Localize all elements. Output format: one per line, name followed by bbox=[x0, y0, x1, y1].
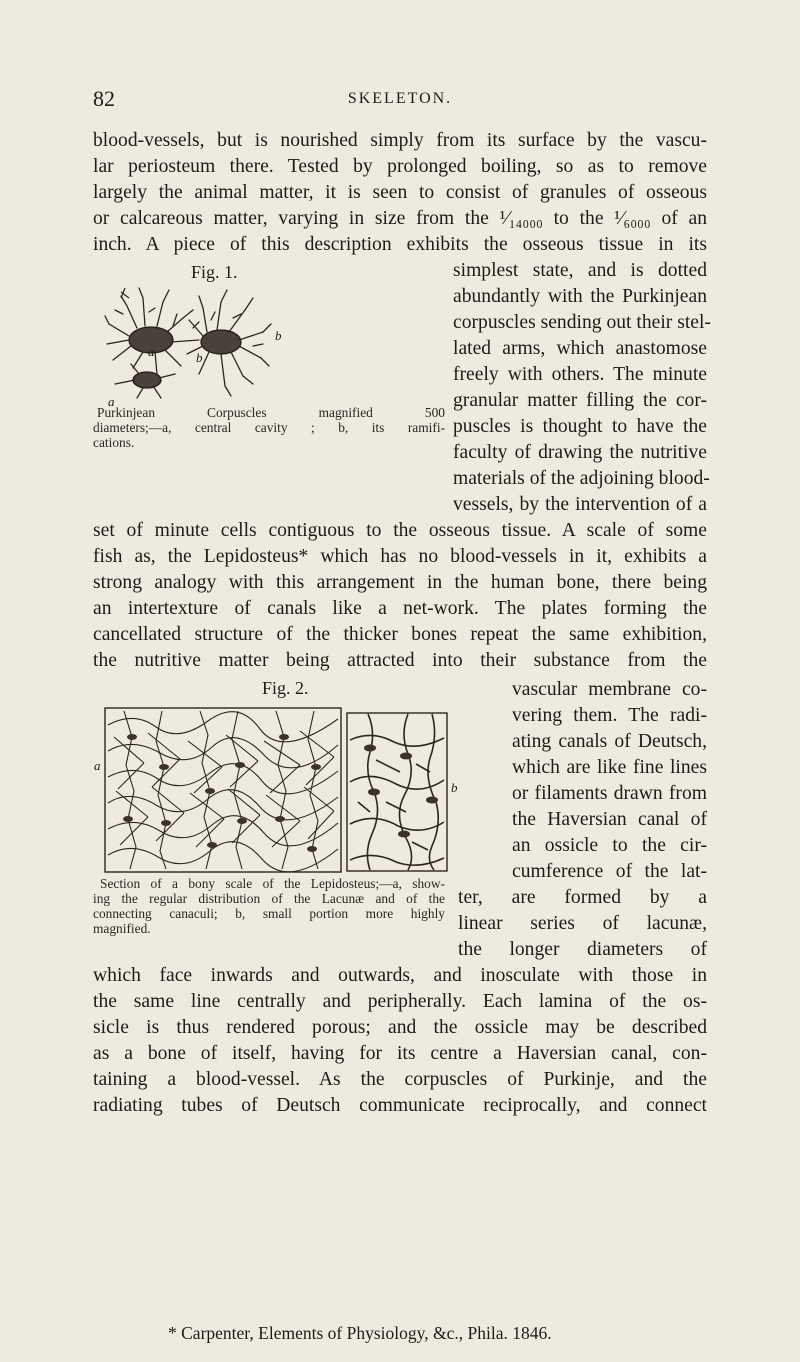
text-line: ter, are formed by a bbox=[458, 887, 707, 908]
text-line: strong analogy with this arrangement in the human bone, there being bbox=[93, 572, 707, 593]
text-line: ating canals of Deutsch, bbox=[512, 731, 707, 752]
fig2-caption-line: connecting canaculi; b, small portion more highly bbox=[93, 906, 445, 921]
fig1-caption-line: cations. bbox=[93, 435, 135, 450]
text-line: the same line centrally and peripherally. Each lamina of the os- bbox=[93, 991, 707, 1012]
text-line: which are like fine lines bbox=[512, 757, 707, 778]
text-line: blood-vessels, but is nourished simply from its surface by the vascu- bbox=[93, 130, 707, 151]
text-line: radiating tubes of Deutsch communicate reciprocally, and connect bbox=[93, 1095, 707, 1116]
text-line: vessels, by the intervention of a bbox=[453, 494, 707, 515]
text-line: the longer diameters of bbox=[458, 939, 707, 960]
text-line: vering them. The radi- bbox=[512, 705, 707, 726]
fig1-letter-b: b bbox=[196, 350, 203, 365]
text-line: cancellated structure of the thicker bones repeat the same exhibition, bbox=[93, 624, 707, 645]
running-title: SKELETON. bbox=[347, 90, 453, 107]
text-line: the Haversian canal of bbox=[512, 809, 707, 830]
text-line: an intertexture of canals like a net-work. The plates forming the bbox=[93, 598, 707, 619]
text-line: set of minute cells contiguous to the osseous tissue. A scale of some bbox=[93, 520, 707, 541]
fig1-purkinjean-corpuscles bbox=[103, 284, 273, 400]
text-line: an ossicle to the cir- bbox=[512, 835, 707, 856]
text-line: or calcareous matter, varying in size from the ¹⁄₁₄₀₀₀ to the ¹⁄₆₀₀₀ of an bbox=[93, 208, 707, 229]
fig2-caption-line: Section of a bony scale of the Lepidosteus;—a, show- bbox=[100, 876, 445, 891]
page-header bbox=[93, 86, 707, 116]
fig2-scale-section-a bbox=[104, 707, 342, 873]
fig2-scale-section-b bbox=[346, 712, 448, 872]
text-line: taining a blood-vessel. As the corpuscles of Purkinje, and the bbox=[93, 1069, 707, 1090]
text-line: inch. A piece of this description exhibits the osseous tissue in its bbox=[93, 234, 707, 255]
fig2-letter-a: a bbox=[94, 758, 101, 773]
footnote: * Carpenter, Elements of Physiology, &c., Phila. 1846. bbox=[168, 1323, 552, 1343]
fig2-letter-b: b bbox=[451, 780, 458, 795]
text-line: which face inwards and outwards, and inosculate with those in bbox=[93, 965, 707, 986]
fig2-caption-line: magnified. bbox=[93, 921, 151, 936]
text-line: vascular membrane co- bbox=[512, 679, 707, 700]
fig1-label: Fig. 1. bbox=[191, 262, 238, 282]
fig1-caption-line: diameters;—a, central cavity ; b, its ramifi- bbox=[93, 420, 445, 435]
text-line: freely with others. The minute bbox=[453, 364, 707, 385]
text-line: sicle is thus rendered porous; and the ossicle may be described bbox=[93, 1017, 707, 1038]
text-line: fish as, the Lepidosteus* which has no blood-vessels in it, exhibits a bbox=[93, 546, 707, 567]
text-line: puscles is thought to have the bbox=[453, 416, 707, 437]
text-line: corpuscles sending out their stel- bbox=[453, 312, 711, 333]
fig1-letter-a-2: a bbox=[108, 394, 115, 409]
text-line: simplest state, and is dotted bbox=[453, 260, 707, 281]
fig1-letter-b-2: b bbox=[275, 328, 282, 343]
fig1-caption-line: Purkinjean Corpuscles magnified 500 bbox=[97, 405, 445, 420]
fig1-letter-a: a bbox=[148, 344, 155, 359]
text-line: as a bone of itself, having for its centre a Haversian canal, con- bbox=[93, 1043, 707, 1064]
page-number: 82 bbox=[93, 86, 115, 111]
text-line: lar periosteum there. Tested by prolonged boiling, so as to remove bbox=[93, 156, 707, 177]
fig2-caption-line: ing the regular distribution of the Lacunæ and of the bbox=[93, 891, 445, 906]
text-line: lated arms, which anastomose bbox=[453, 338, 707, 359]
text-line: granular matter filling the cor- bbox=[453, 390, 707, 411]
text-line: the nutritive matter being attracted into their substance from the bbox=[93, 650, 707, 671]
text-line: linear series of lacunæ, bbox=[458, 913, 707, 934]
text-line: largely the animal matter, it is seen to consist of granules of osseous bbox=[93, 182, 707, 203]
text-line: cumference of the lat- bbox=[512, 861, 707, 882]
text-line: materials of the adjoining blood- bbox=[453, 468, 710, 489]
text-line: abundantly with the Purkinjean bbox=[453, 286, 707, 307]
text-line: or filaments drawn from bbox=[512, 783, 707, 804]
fig2-label: Fig. 2. bbox=[262, 678, 309, 698]
text-line: faculty of drawing the nutritive bbox=[453, 442, 707, 463]
